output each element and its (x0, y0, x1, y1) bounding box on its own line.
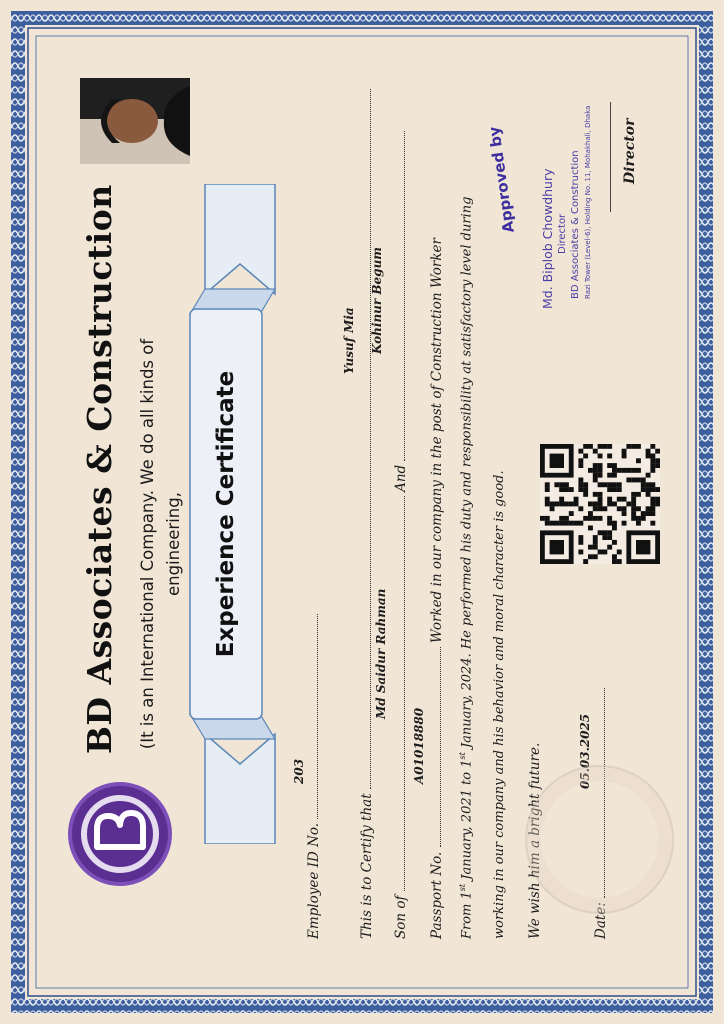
mother-name-value: Kohinur Begum (370, 247, 384, 354)
certificate-title: Experience Certificate (213, 370, 239, 658)
signer-address-stamp: Razi Tower (Level-6), Holding No. 11, Mohakhali, Dhaka (584, 105, 592, 299)
and-dots (392, 131, 405, 461)
tagline-line-1: (It is an International Company. We do all kinds of engineering, (138, 338, 183, 750)
passport-dots (428, 647, 441, 847)
signer-title-stamp: Director (557, 213, 568, 254)
certify-row (358, 89, 375, 939)
employee-id-value: 203 (292, 758, 306, 784)
passport-value: A01018880 (412, 707, 426, 784)
body-line-2: working in our company and his behavior and moral character is good. (492, 470, 507, 939)
certify-label: This is to Certify that (359, 793, 375, 939)
body-line-1: From 1st January, 2021 to 1st January, 2024. He performed his duty and responsibility at satisfactory level during (458, 196, 475, 939)
approved-stamp: Approved by (485, 125, 518, 234)
wish-line: We wish him a bright future. (527, 742, 543, 939)
father-name-value: Yusuf Mia (342, 307, 356, 374)
signer-company-stamp: BD Associates & Construction (570, 150, 581, 299)
and-label: And (393, 464, 409, 492)
employee-photo (80, 78, 190, 164)
embossed-seal-icon (525, 765, 674, 914)
son-of-row (392, 131, 409, 939)
company-name: BD Associates & Construction (80, 184, 119, 754)
certify-dots (358, 89, 371, 789)
date-value: 05.03.2025 (578, 713, 592, 789)
employee-id-row (305, 614, 322, 939)
son-of-dots (392, 496, 405, 891)
signer-name: Md. Biplob Chowdhury (540, 168, 555, 309)
date-label: Date: (593, 902, 609, 939)
signature-line (610, 102, 611, 212)
employee-id-dots (305, 614, 318, 819)
passport-row (428, 238, 445, 939)
passport-suffix: Worked in our company in the post of Construction Worker (429, 238, 445, 644)
passport-label: Passport No. (429, 851, 445, 939)
son-of-label: Son of (393, 895, 409, 939)
company-logo-icon (65, 779, 175, 889)
employee-name-value: Md Saidur Rahman (374, 588, 388, 719)
qr-code-icon (540, 444, 660, 564)
director-label: Director (622, 118, 638, 184)
employee-id-label: Employee ID No. (306, 822, 322, 939)
